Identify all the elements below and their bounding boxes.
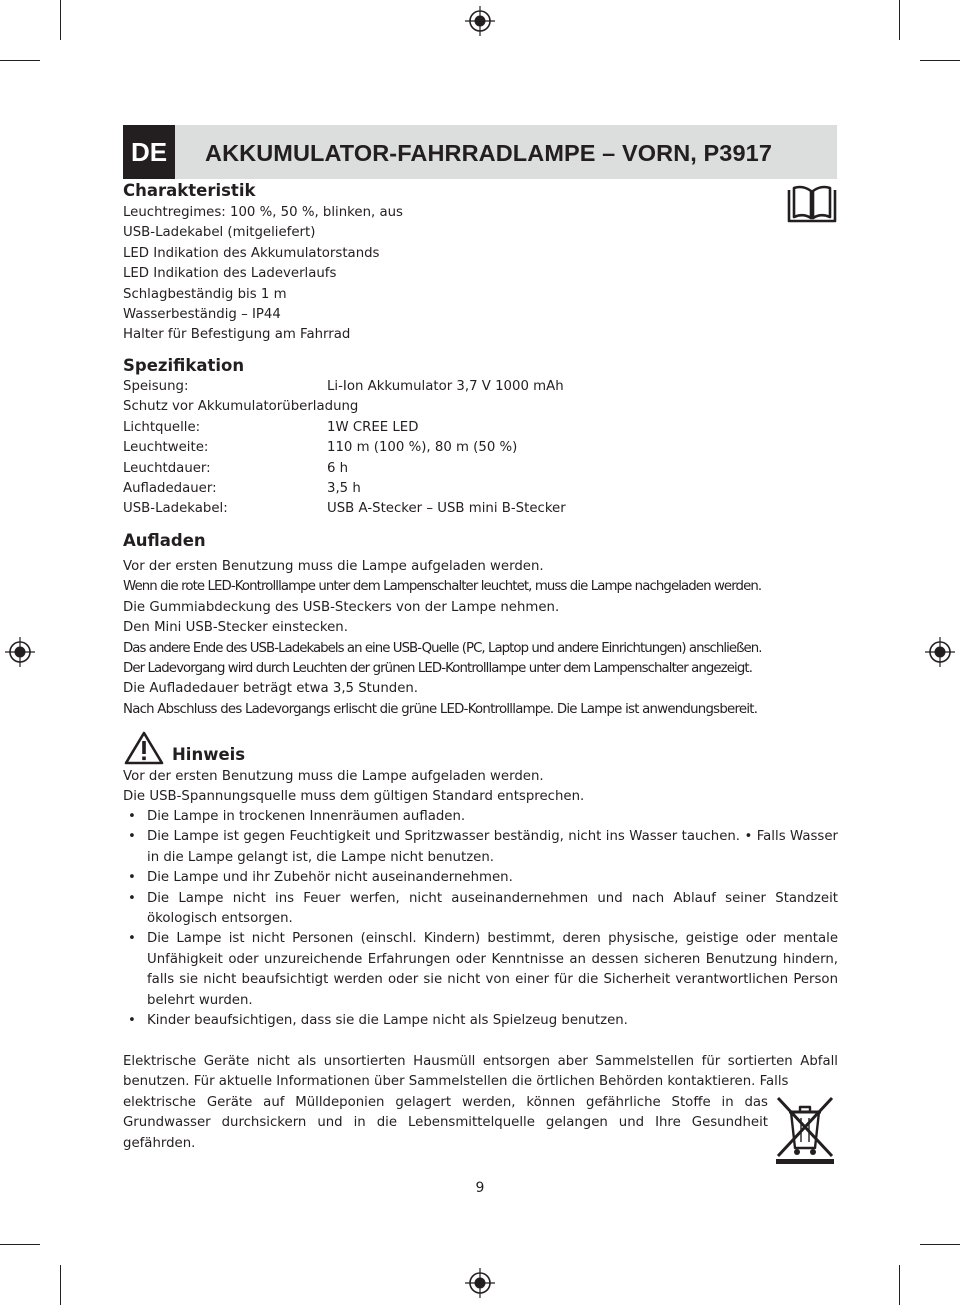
charging-instructions — [123, 557, 762, 720]
spec-value: USB A-Stecker – USB mini B-Stecker — [327, 501, 566, 517]
spec-label: Speisung: — [123, 379, 189, 394]
list-item — [123, 868, 838, 888]
spec-table — [123, 377, 623, 520]
spec-value: 110 m (100 %), 80 m (50 %) — [327, 440, 518, 456]
list-item-text: Die Lampe in trockenen Innenräumen aufladen. — [147, 809, 466, 824]
notice-text — [123, 767, 584, 808]
spec-label: USB-Ladekabel: — [123, 501, 228, 517]
spec-label: Aufladedauer: — [123, 480, 217, 496]
section-heading-specification: Spezifikation — [123, 356, 245, 375]
spec-value: 6 h — [327, 460, 349, 476]
crop-mark — [920, 60, 960, 61]
disposal-notice — [123, 1052, 838, 1154]
language-badge: DE — [123, 125, 175, 179]
section-heading-notice: Hinweis — [172, 745, 246, 764]
spec-label: Schutz vor Akkumulatorüberladung — [123, 399, 359, 415]
crossed-out-wheelie-bin-icon — [772, 1092, 838, 1166]
spec-label: Lichtquelle: — [123, 419, 201, 435]
spec-value: 3,5 h — [327, 480, 361, 496]
open-book-icon — [786, 184, 838, 224]
crop-mark — [60, 1265, 61, 1305]
list-item: Wasserbeständig – IP44 — [123, 307, 281, 323]
list-item — [123, 929, 838, 1011]
list-item: Schlagbeständig bis 1 m — [123, 286, 287, 302]
list-item: Leuchtregimes: 100 %, 50 %, blinken, aus — [123, 205, 403, 220]
bullet-glyph: • — [128, 890, 136, 906]
list-item-text: Die Lampe und ihr Zubehör nicht auseinandernehmen. — [147, 870, 513, 886]
list-item — [123, 1011, 838, 1031]
list-item-text: Kinder beaufsichtigen, dass sie die Lampe nicht als Spielzeug benutzen. — [147, 1013, 628, 1029]
table-row — [123, 418, 623, 438]
spec-label: Leuchtdauer: — [123, 460, 211, 476]
list-item: LED Indikation des Ladeverlaufs — [123, 266, 337, 282]
list-item-text: Die Lampe nicht ins Feuer werfen, nicht auseinandernehmen und nach Ablauf seiner Standzeit ökologisch entsorgen. — [147, 890, 838, 927]
spec-value: Li-Ion Akkumulator 3,7 V 1000 mAh — [327, 379, 564, 394]
registration-mark-icon — [5, 637, 35, 667]
crop-mark — [60, 0, 61, 40]
warning-triangle-icon — [123, 730, 165, 766]
list-item: USB-Ladekabel (mitgeliefert) — [123, 225, 316, 241]
crop-mark — [899, 1265, 900, 1305]
crop-mark — [920, 1244, 960, 1245]
disposal-text: elektrische Geräte auf Mülldeponien gelagert werden, können gefährliche Stoffe in das Grundwasser durchsickern und in die Lebensmittelquelle gelangen und Ihre Gesundheit gefährden. — [123, 1094, 768, 1151]
notice-line: Vor der ersten Benutzung muss die Lampe aufgeladen werden. — [123, 769, 544, 784]
list-item: LED Indikation des Akkumulatorstands — [123, 245, 380, 261]
list-item — [123, 827, 838, 868]
crop-mark — [0, 60, 40, 61]
notice-bullet-list — [123, 807, 838, 1031]
instruction-line: Die Gummiabdeckung des USB-Steckers von der Lampe nehmen. — [123, 599, 560, 615]
bullet-glyph: • — [128, 931, 136, 947]
registration-mark-icon — [925, 637, 955, 667]
instruction-line: Den Mini USB-Stecker einstecken. — [123, 620, 348, 636]
list-item — [123, 889, 838, 930]
feature-list — [123, 203, 403, 346]
list-item-text: Die Lampe ist gegen Feuchtigkeit und Spritzwasser beständig, nicht ins Wasser tauchen. • Falls Wasser in die Lampe gelangt ist, die Lampe nicht benutzen. — [147, 829, 838, 865]
table-row — [123, 377, 623, 397]
spec-label: Leuchtweite: — [123, 440, 209, 456]
list-item: Halter für Befestigung am Fahrrad — [123, 327, 351, 343]
instruction-line: Der Ladevorgang wird durch Leuchten der grünen LED-Kontrolllampe unter dem Lampenschalter angezeigt. — [123, 661, 753, 677]
section-heading-features: Charakteristik — [123, 181, 256, 200]
instruction-line: Die Aufladedauer beträgt etwa 3,5 Stunden. — [123, 681, 419, 697]
page-title: AKKUMULATOR-FAHRRADLAMPE – VORN, P3917 — [205, 140, 772, 166]
table-row — [123, 479, 623, 499]
page-number: 9 — [475, 1180, 485, 1196]
bullet-glyph: • — [128, 829, 136, 845]
registration-mark-icon — [465, 6, 495, 36]
table-row — [123, 459, 623, 479]
instruction-line: Nach Abschluss des Ladevorgangs erlischt die grüne LED-Kontrolllampe. Die Lampe ist anwendungsbereit. — [123, 701, 758, 717]
bullet-glyph: • — [128, 809, 136, 824]
crop-mark — [0, 1244, 40, 1245]
spec-value: 1W CREE LED — [327, 419, 419, 435]
registration-mark-icon — [465, 1268, 495, 1298]
instruction-line: Vor der ersten Benutzung muss die Lampe aufgeladen werden. — [123, 559, 544, 574]
crop-mark — [899, 0, 900, 40]
list-item-text: Die Lampe ist nicht Personen (einschl. Kindern) bestimmt, deren physische, geistige oder mentale Unfähigkeit oder unzureichende Erfahrungen oder Kenntnisse an dessen sicheren Benutzung hindern, falls sie nicht beaufsichtigt werden oder sie nicht von einer für die Sicherheit verantwortlichen Person belehrt wurden. — [147, 931, 838, 1008]
bullet-glyph: • — [128, 870, 136, 886]
section-heading-charging: Aufladen — [123, 531, 206, 550]
disposal-text: Elektrische Geräte nicht als unsortierten Hausmüll entsorgen aber Sammelstellen für sortierten Abfall benutzen. Für aktuelle Informationen über Sammelstellen die örtlichen Behörden kontaktieren. Falls — [123, 1054, 838, 1090]
notice-line: Die USB-Spannungsquelle muss dem gültigen Standard entsprechen. — [123, 789, 585, 805]
bullet-glyph: • — [128, 1013, 136, 1029]
table-row — [123, 397, 623, 417]
table-row — [123, 438, 623, 458]
list-item — [123, 807, 838, 827]
instruction-line: Das andere Ende des USB-Ladekabels an eine USB-Quelle (PC, Laptop und andere Einrichtungen) anschließen. — [123, 640, 762, 656]
table-row — [123, 499, 623, 519]
instruction-line: Wenn die rote LED-Kontrolllampe unter dem Lampenschalter leuchtet, muss die Lampe nachgeladen werden. — [123, 579, 762, 595]
